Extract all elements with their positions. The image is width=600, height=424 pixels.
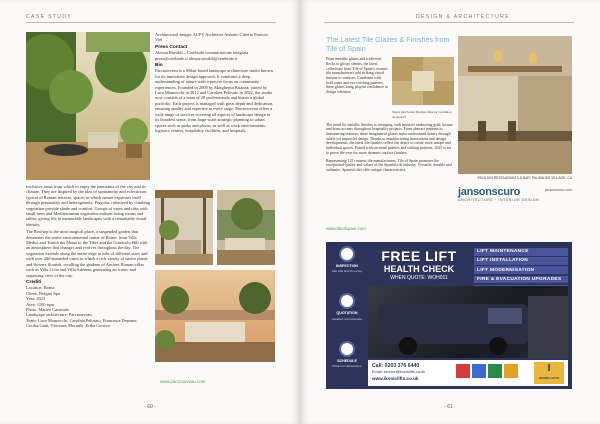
right-page xyxy=(300,0,600,424)
service-item: FIRE & EVACUATION UPGRADES xyxy=(474,276,568,284)
article-intro: From metallic glazes and iridescent flecks to glossy sheens, the latest collections from Tile of Spain's ceramic tile manufacturers add striking visual interest to surfaces. Combined with bold tones and eye-catching patterns, these glazes bring playful confidence to design schemes. xyxy=(326,57,388,95)
credit-line: Client: Bvlgari Spa xyxy=(26,290,60,296)
credit-line: Team: Luca Manzocchi, Carolina Pelosato, Francesca Deponte, Cecilia Gatti, Vincenzo Mormile, Erika Corrivo xyxy=(26,317,138,329)
ikonic-brand: IKONIC LIFTS xyxy=(539,376,559,380)
jansonscuro-tagline: ARCHITECTURE · INTERIOR DESIGN xyxy=(458,198,540,202)
header-rule xyxy=(324,22,574,23)
page-number: - 61 - xyxy=(444,404,456,410)
tile-website-link[interactable]: www.tileofspain.com xyxy=(326,226,366,231)
article-body: The trend for metallic finishes is resurging, with interiors embracing gold, bronze and brass accents throughout hospitality projects. From abstract patterns to shimmering textures, these imaginative glazes inject understated luxury through subtle yet impactful design. Thanks to manufacturing innovations and design developments, the latest tile finishes reflect the desire to create more unique and individual spaces. Paired with on-trend palettes and striking patterns, 2025 is set to prove the year for more dynamic surface finishes. xyxy=(326,122,453,155)
bio-text: Parcnouveau is a Milan-based landscape architecture studio known for its innovative design approach. It combines a deep understanding of nature with a precise focus on community experiences. Founded in 2008 by Margherita Brianza, joined by Luca Manzocchi in 2012 and Carolina Pelosato in 2022, the studio now consists of a team of 20 professionals and boasts a global portfolio. Each project is managed with great depth and dedication, ensuring quality and expertise at every stage. Parcnouveau offers a wide range of services covering all aspects of landscape design in its broadest sense, from large-scale strategic planning to urban spaces such as parks and plazas, as well as work environments, logistics centers, hospitality facilities, and hospitals. xyxy=(155,68,274,133)
service-steps xyxy=(330,246,364,385)
ikonic-logo xyxy=(534,362,564,384)
jansonscuro-url[interactable]: jansonscuro.com xyxy=(544,188,572,192)
jansonscuro-logo xyxy=(458,186,572,216)
photo-caption: PAVILION RESTAURANTS & BAR, PALISADES VILLAGE, CA xyxy=(477,176,572,180)
service-item: LIFT INSTALLATION xyxy=(474,257,568,265)
header-rule xyxy=(26,22,276,23)
credit-line: Photo: Matteo Carassale xyxy=(26,306,69,312)
step-quotation: QUOTATION Detailed cost estimate xyxy=(330,293,364,337)
page-header: CASE STUDY xyxy=(26,14,73,20)
ad-website[interactable]: www.ikoniclifts.co.uk xyxy=(372,376,419,381)
restaurant-photo xyxy=(458,36,572,174)
lift-advert[interactable] xyxy=(326,242,572,389)
credits-heading: Crediti xyxy=(26,279,42,285)
ad-contact-bar xyxy=(368,360,568,386)
pergola-photo-1 xyxy=(155,190,213,265)
article-about: Representing 125 ceramic tile manufacturers, Tile of Spain promotes the exceptional quality and values of the Spanish tile industry. Versatile, durable and authentic, Spanish tiles offer unique characteristics. xyxy=(326,158,452,172)
inspection-icon xyxy=(339,246,355,262)
architect-credit: Architectural design: ACPV Architects Antonio Citterio Patricia Viel xyxy=(155,32,268,43)
body-paragraph-2: The Rooftop is the most magical place, a suspended garden that dominates the entire environmental center of Rome: from Villa Medici and Trinità dei Monti to the Tiber and the Gianicolo Hill with an atmosphere that changes and evolves throughout the day. The vegetation extends along the entire edge in tubs of different sizes and with over 200 enameled vases in which a rich variety of native plants and flowers flourish, recalling the gardens of Ancient Roman villas such as Villa Livia and Villa Adriana, generating an iconic and surprising view of the city. xyxy=(26,229,148,278)
service-item: LIFT MAINTENANCE xyxy=(474,248,568,256)
credit-line: Year: 2023 xyxy=(26,296,46,302)
bio-heading: Bio xyxy=(155,63,163,69)
article-title: The Latest Tile Glazes & Finishes from Tile of Spain xyxy=(326,35,450,53)
tile-sample-photo xyxy=(392,57,454,105)
badge-icon xyxy=(456,364,470,378)
press-contact-text: Alessia Ravaldi – Cerebrale comunicazione integrata press@cerebrale.it alessia.ravaldi@cerebrale.it xyxy=(155,50,249,61)
service-van-photo xyxy=(368,286,568,358)
rooftop-sunset-photo xyxy=(155,270,275,362)
badge-icon xyxy=(488,364,502,378)
ad-headline xyxy=(368,248,470,281)
website-link[interactable]: www.parcnouveau.com xyxy=(160,379,206,384)
quotation-icon xyxy=(339,293,355,309)
ad-title-2: HEALTH CHECK xyxy=(383,264,455,274)
ad-email[interactable]: Email: service@ikoniclifts.co.uk xyxy=(372,370,426,374)
step-schedule: SCHEDULE Planned maintenance xyxy=(330,341,364,385)
credit-line: Landscape architecture: Parcnouveau xyxy=(26,312,92,318)
tile-caption: Sierra and Sonia Tiradore tiles by Ceramica de Aparici xyxy=(392,110,452,119)
ad-phone[interactable]: Call: 0203 376 6440 xyxy=(372,363,420,369)
ad-quote-code: WHEN QUOTE: WOH011 xyxy=(390,275,448,281)
schedule-icon xyxy=(339,341,355,357)
body-paragraph-1: exclusive areas from which to enjoy the panorama of the city and its climate. They are inspired by the idea of spontaneity and eclecticism typical of Roman terraces, spaces in which nature expresses itself through personality and heterogeneity. Pergolas colonized by climbing vegetation provide shade and comfort. Groups of vases and tubs with small trees and Mediterranean vegetation enliven living rooms and tables, giving life to memorable landscapes with a remarkable visual identity. xyxy=(26,184,150,227)
credit-line: Location: Roma xyxy=(26,285,55,291)
credit-line: Area: 1100 sqm xyxy=(26,301,54,307)
step-inspection: INSPECTION Site visit and lift survey xyxy=(330,246,364,290)
ad-title-1: FREE LIFT xyxy=(381,248,457,264)
page-header: DESIGN & ARCHITECTURE xyxy=(416,14,510,20)
garden-terrace-photo xyxy=(26,32,150,180)
jansonscuro-brand: jansonscuro xyxy=(458,186,521,198)
ikonic-logo-mark: I xyxy=(547,363,551,374)
tile-article xyxy=(326,36,454,234)
body-column xyxy=(26,184,150,396)
press-contact-heading: Press Contact xyxy=(155,44,188,50)
page-number: - 60 - xyxy=(144,404,156,410)
accreditation-badges xyxy=(456,364,518,378)
bio-column xyxy=(155,32,275,182)
badge-icon xyxy=(472,364,486,378)
pergola-photo-2 xyxy=(217,190,275,265)
service-item: LIFT MODERNISATION xyxy=(474,266,568,274)
badge-icon xyxy=(504,364,518,378)
